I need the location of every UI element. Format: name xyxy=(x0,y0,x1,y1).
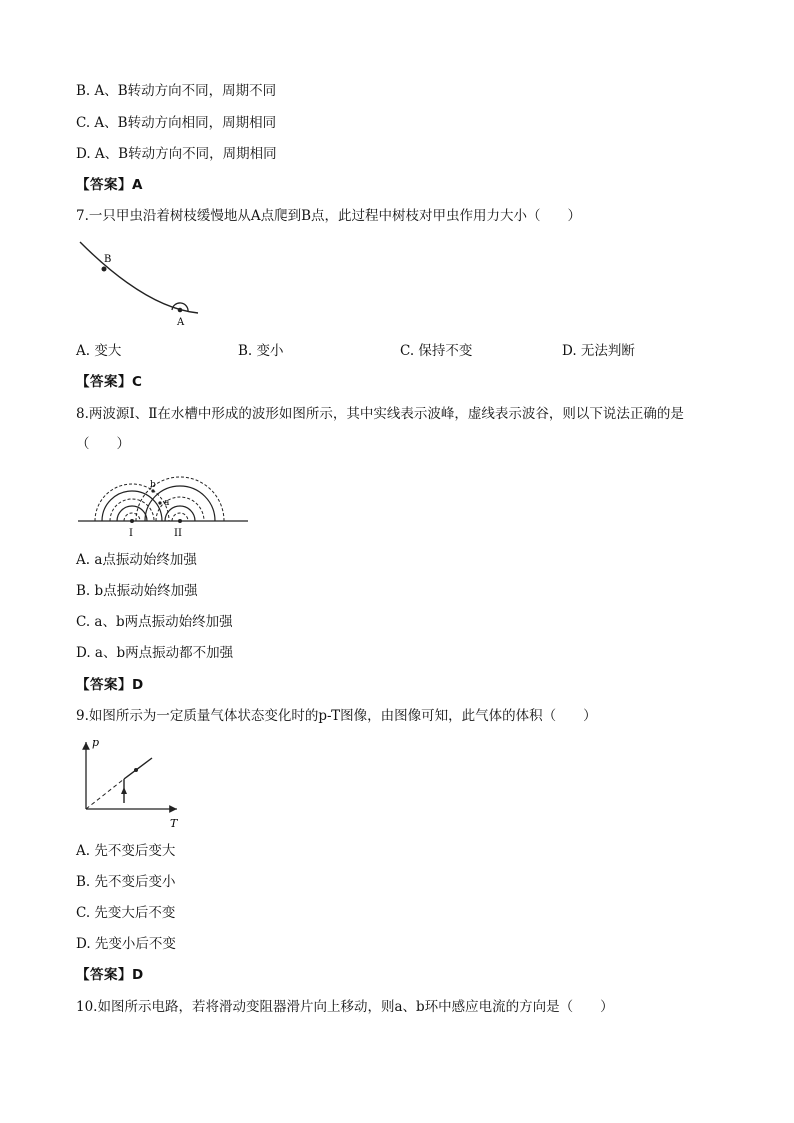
q6-option-b: B. A、B转动方向不同，周期不同 xyxy=(76,83,277,99)
source-1 xyxy=(130,519,134,523)
isochoric-segment xyxy=(124,758,152,779)
q9-pt-graph xyxy=(76,736,191,832)
s2-crest-2 xyxy=(145,486,215,521)
q9-option-a: A. 先不变后变大 xyxy=(76,843,176,859)
label-s2: II xyxy=(174,528,182,539)
q7-option-d: D. 无法判断 xyxy=(562,343,635,359)
q8-wave-figure xyxy=(76,470,251,542)
q7-option-b: B. 变小 xyxy=(238,343,284,359)
q9-question: 9.如图所示为一定质量气体状态变化时的p-T图像，由图像可知，此气体的体积（ ） xyxy=(76,708,597,724)
q7-answer: 【答案】C xyxy=(76,374,143,390)
s1-trough-3 xyxy=(95,484,169,521)
state-point xyxy=(134,768,138,772)
q6-answer: 【答案】A xyxy=(76,177,143,193)
source-2 xyxy=(178,519,182,523)
q8-option-a: A. a点振动始终加强 xyxy=(76,552,197,568)
q9-option-b: B. 先不变后变小 xyxy=(76,874,176,890)
q8-question-line2: （ ） xyxy=(76,436,130,452)
process-arrow xyxy=(121,787,127,794)
q6-option-d: D. A、B转动方向不同，周期相同 xyxy=(76,146,277,162)
s1-trough-2 xyxy=(110,499,154,521)
q9-answer: 【答案】D xyxy=(76,967,144,983)
q10-question: 10.如图所示电路，若将滑动变阻器滑片向上移动，则a、b环中感应电流的方向是（ ） xyxy=(76,999,614,1015)
q7-question: 7.一只甲虫沿着树枝缓慢地从A点爬到B点，此过程中树枝对甲虫作用力大小（ ） xyxy=(76,208,582,224)
q7-option-c: C. 保持不变 xyxy=(400,343,473,359)
q7-branch-figure xyxy=(76,238,206,330)
point-b xyxy=(102,267,107,272)
label-p: p xyxy=(92,736,100,749)
label-s1: I xyxy=(129,528,133,539)
q8-option-c: C. a、b两点振动始终加强 xyxy=(76,614,233,630)
label-b: b xyxy=(150,480,156,490)
label-a: a xyxy=(164,498,170,508)
extension-dashed xyxy=(86,779,124,809)
q7-option-a: A. 变大 xyxy=(76,343,122,359)
point-a xyxy=(158,501,161,504)
label-a: A xyxy=(177,317,185,328)
q8-answer: 【答案】D xyxy=(76,677,144,693)
q8-option-d: D. a、b两点振动都不加强 xyxy=(76,645,234,661)
q8-option-b: B. b点振动始终加强 xyxy=(76,583,198,599)
q8-question-line1: 8.两波源Ⅰ、Ⅱ在水槽中形成的波形如图所示，其中实线表示波峰，虚线表示波谷，则以下说法正确的是 xyxy=(76,406,684,422)
label-t: T xyxy=(170,817,178,830)
q6-option-c: C. A、B转动方向相同，周期相同 xyxy=(76,115,277,131)
point-a xyxy=(178,308,183,313)
q9-option-d: D. 先变小后不变 xyxy=(76,936,176,952)
label-b: B xyxy=(104,254,112,265)
q9-option-c: C. 先变大后不变 xyxy=(76,905,176,921)
